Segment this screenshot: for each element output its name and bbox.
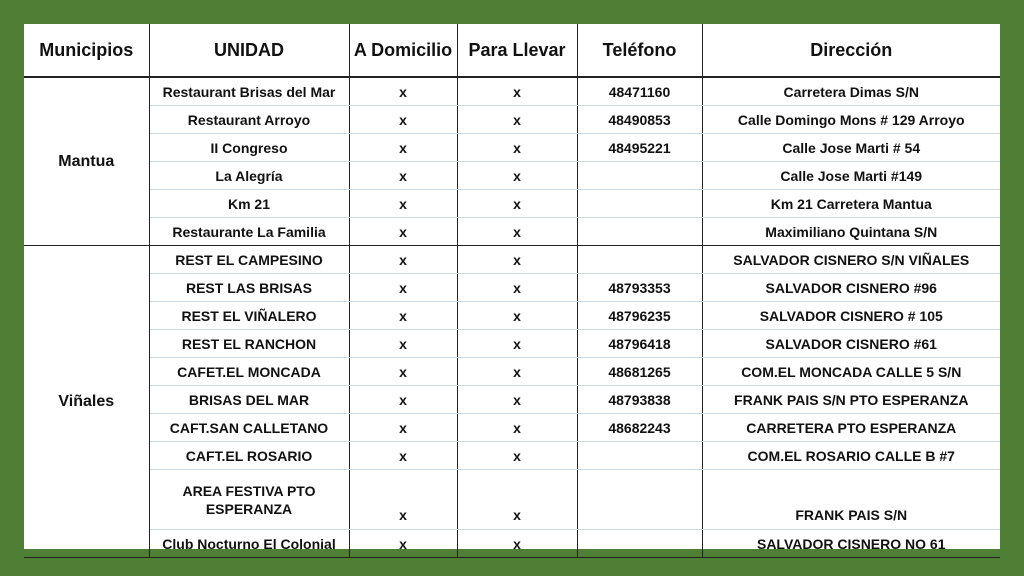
telefono-cell bbox=[577, 162, 702, 190]
header-llevar: Para Llevar bbox=[457, 24, 577, 77]
domicilio-cell: x bbox=[349, 162, 457, 190]
domicilio-cell: x bbox=[349, 218, 457, 246]
table-frame bbox=[24, 24, 1000, 552]
telefono-cell: 48490853 bbox=[577, 106, 702, 134]
unidad-cell: BRISAS DEL MAR bbox=[149, 386, 349, 414]
header-telefono: Teléfono bbox=[577, 24, 702, 77]
llevar-cell: x bbox=[457, 414, 577, 442]
table-row bbox=[24, 246, 1000, 274]
telefono-cell bbox=[577, 218, 702, 246]
table-row bbox=[24, 442, 1000, 470]
direccion-cell: Km 21 Carretera Mantua bbox=[702, 190, 1000, 218]
municipio-cell: Mantua bbox=[24, 77, 149, 246]
direccion-cell: COM.EL MONCADA CALLE 5 S/N bbox=[702, 358, 1000, 386]
domicilio-cell: x bbox=[349, 470, 457, 530]
unidad-cell: II Congreso bbox=[149, 134, 349, 162]
telefono-cell bbox=[577, 470, 702, 530]
header-direccion: Dirección bbox=[702, 24, 1000, 77]
direccion-cell: SALVADOR CISNERO S/N VIÑALES bbox=[702, 246, 1000, 274]
table-row bbox=[24, 190, 1000, 218]
unidad-cell: Restaurant Brisas del Mar bbox=[149, 77, 349, 106]
direccion-cell: COM.EL ROSARIO CALLE B #7 bbox=[702, 442, 1000, 470]
table-row bbox=[24, 106, 1000, 134]
table-row bbox=[24, 470, 1000, 530]
unidad-cell: Km 21 bbox=[149, 190, 349, 218]
table-row bbox=[24, 302, 1000, 330]
table-row bbox=[24, 218, 1000, 246]
telefono-cell: 48796235 bbox=[577, 302, 702, 330]
llevar-cell: x bbox=[457, 106, 577, 134]
domicilio-cell: x bbox=[349, 77, 457, 106]
domicilio-cell: x bbox=[349, 442, 457, 470]
domicilio-cell: x bbox=[349, 330, 457, 358]
direccion-cell: Calle Jose Marti #149 bbox=[702, 162, 1000, 190]
table-row bbox=[24, 358, 1000, 386]
direccion-cell: Calle Domingo Mons # 129 Arroyo bbox=[702, 106, 1000, 134]
direccion-cell: Calle Jose Marti # 54 bbox=[702, 134, 1000, 162]
llevar-cell: x bbox=[457, 386, 577, 414]
llevar-cell: x bbox=[457, 330, 577, 358]
llevar-cell: x bbox=[457, 442, 577, 470]
table-row bbox=[24, 530, 1000, 558]
table-row bbox=[24, 414, 1000, 442]
table-row bbox=[24, 134, 1000, 162]
unidad-cell: CAFT.EL ROSARIO bbox=[149, 442, 349, 470]
domicilio-cell: x bbox=[349, 530, 457, 558]
header-row bbox=[24, 24, 1000, 77]
llevar-cell: x bbox=[457, 302, 577, 330]
telefono-cell: 48682243 bbox=[577, 414, 702, 442]
direccion-cell: CARRETERA PTO ESPERANZA bbox=[702, 414, 1000, 442]
telefono-cell: 48793838 bbox=[577, 386, 702, 414]
domicilio-cell: x bbox=[349, 386, 457, 414]
telefono-cell bbox=[577, 246, 702, 274]
header-unidad: UNIDAD bbox=[149, 24, 349, 77]
unidad-cell: Restaurant Arroyo bbox=[149, 106, 349, 134]
restaurants-table bbox=[24, 24, 1000, 558]
direccion-cell: FRANK PAIS S/N PTO ESPERANZA bbox=[702, 386, 1000, 414]
llevar-cell: x bbox=[457, 134, 577, 162]
llevar-cell: x bbox=[457, 274, 577, 302]
domicilio-cell: x bbox=[349, 134, 457, 162]
llevar-cell: x bbox=[457, 246, 577, 274]
telefono-cell: 48796418 bbox=[577, 330, 702, 358]
unidad-cell: Restaurante La Familia bbox=[149, 218, 349, 246]
domicilio-cell: x bbox=[349, 246, 457, 274]
unidad-cell: REST EL RANCHON bbox=[149, 330, 349, 358]
domicilio-cell: x bbox=[349, 414, 457, 442]
header-domicilio: A Domicilio bbox=[349, 24, 457, 77]
table-row bbox=[24, 162, 1000, 190]
direccion-cell: SALVADOR CISNERO #61 bbox=[702, 330, 1000, 358]
direccion-cell: SALVADOR CISNERO # 105 bbox=[702, 302, 1000, 330]
domicilio-cell: x bbox=[349, 302, 457, 330]
direccion-cell: FRANK PAIS S/N bbox=[702, 470, 1000, 530]
table-row bbox=[24, 386, 1000, 414]
unidad-cell: Club Nocturno El Colonial bbox=[149, 530, 349, 558]
llevar-cell: x bbox=[457, 162, 577, 190]
telefono-cell: 48471160 bbox=[577, 77, 702, 106]
unidad-cell: REST LAS BRISAS bbox=[149, 274, 349, 302]
llevar-cell: x bbox=[457, 190, 577, 218]
table-row bbox=[24, 274, 1000, 302]
domicilio-cell: x bbox=[349, 358, 457, 386]
unidad-cell: REST EL VIÑALERO bbox=[149, 302, 349, 330]
unidad-cell: La Alegría bbox=[149, 162, 349, 190]
unidad-cell: REST EL CAMPESINO bbox=[149, 246, 349, 274]
domicilio-cell: x bbox=[349, 274, 457, 302]
unidad-cell: CAFT.SAN CALLETANO bbox=[149, 414, 349, 442]
telefono-cell bbox=[577, 442, 702, 470]
municipio-cell: Viñales bbox=[24, 246, 149, 558]
header-municipios: Municipios bbox=[24, 24, 149, 77]
direccion-cell: SALVADOR CISNERO #96 bbox=[702, 274, 1000, 302]
domicilio-cell: x bbox=[349, 190, 457, 218]
unidad-cell: AREA FESTIVA PTO ESPERANZA bbox=[149, 470, 349, 530]
llevar-cell: x bbox=[457, 77, 577, 106]
direccion-cell: SALVADOR CISNERO NO 61 bbox=[702, 530, 1000, 558]
llevar-cell: x bbox=[457, 358, 577, 386]
direccion-cell: Maximiliano Quintana S/N bbox=[702, 218, 1000, 246]
unidad-cell: CAFET.EL MONCADA bbox=[149, 358, 349, 386]
telefono-cell: 48793353 bbox=[577, 274, 702, 302]
telefono-cell bbox=[577, 530, 702, 558]
telefono-cell: 48495221 bbox=[577, 134, 702, 162]
table-row bbox=[24, 77, 1000, 106]
domicilio-cell: x bbox=[349, 106, 457, 134]
llevar-cell: x bbox=[457, 530, 577, 558]
direccion-cell: Carretera Dimas S/N bbox=[702, 77, 1000, 106]
table-row bbox=[24, 330, 1000, 358]
telefono-cell: 48681265 bbox=[577, 358, 702, 386]
telefono-cell bbox=[577, 190, 702, 218]
llevar-cell: x bbox=[457, 470, 577, 530]
llevar-cell: x bbox=[457, 218, 577, 246]
